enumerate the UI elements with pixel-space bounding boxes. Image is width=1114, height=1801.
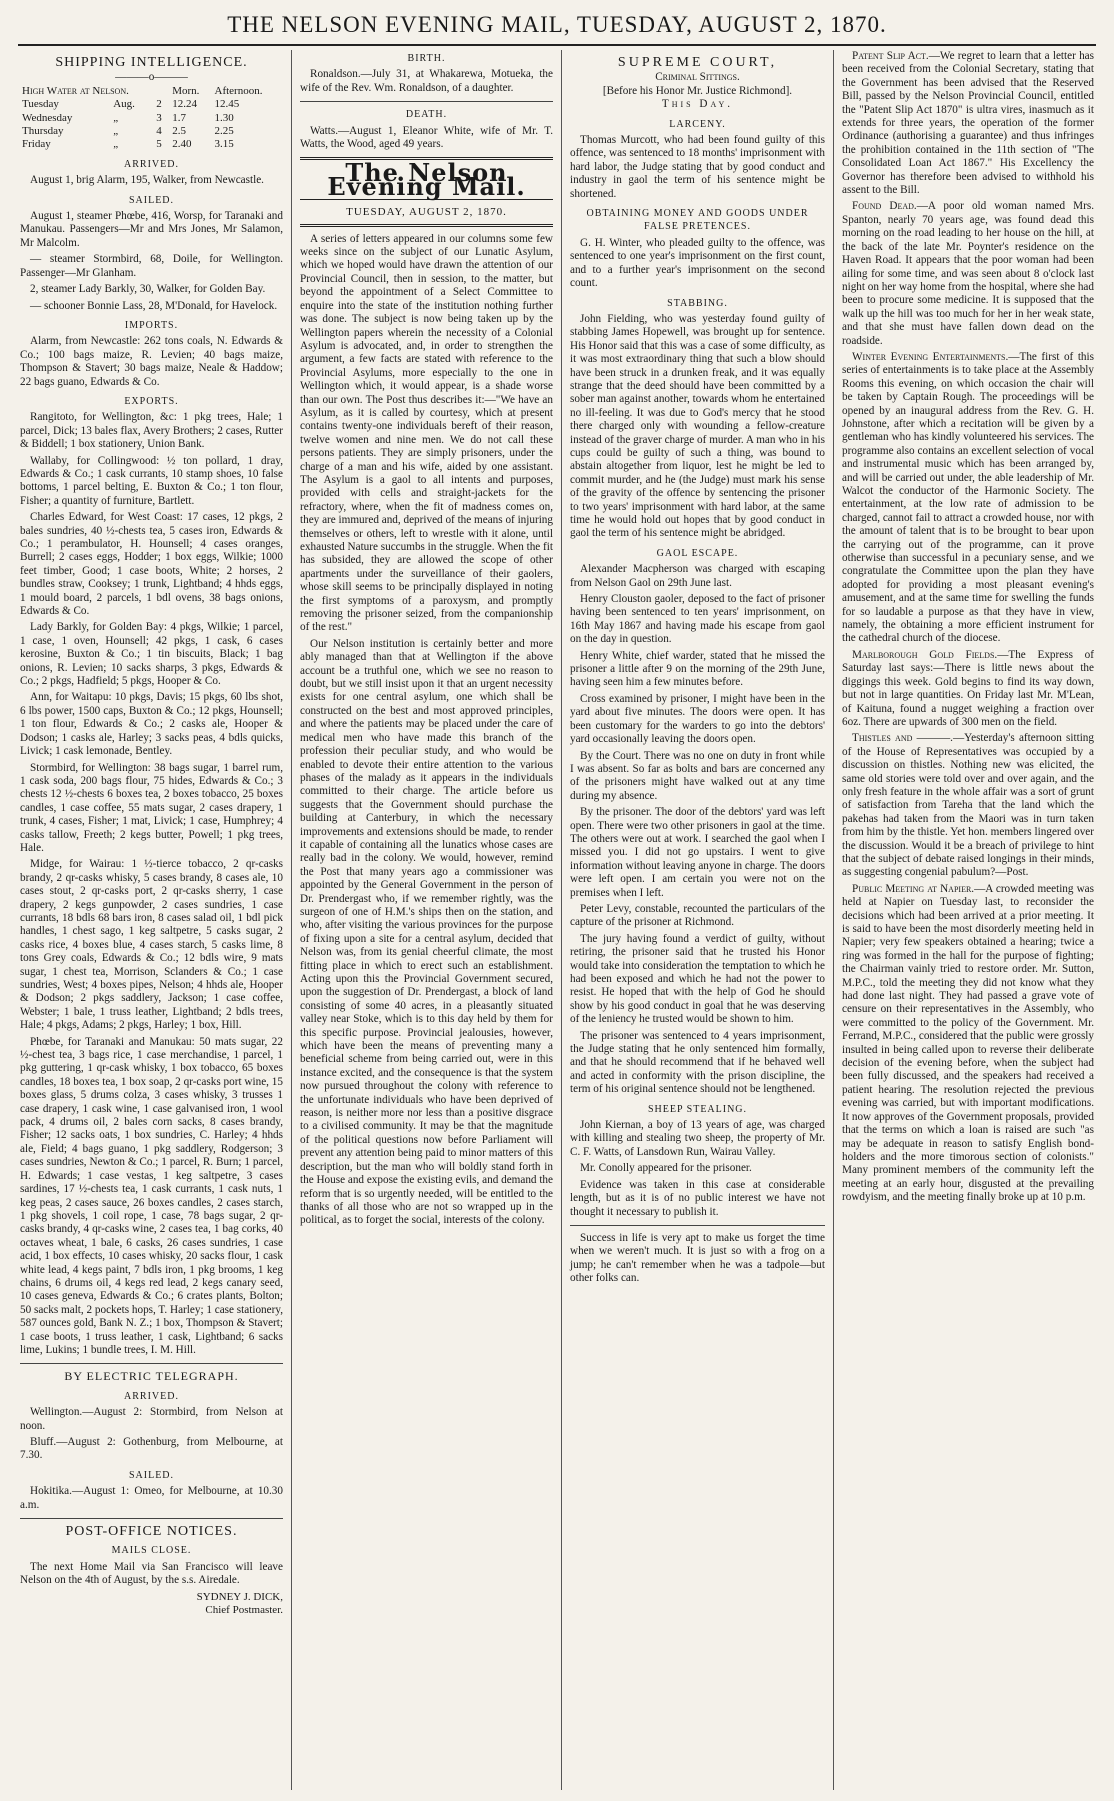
news-paragraph <box>842 732 1094 879</box>
sailed-list <box>20 210 283 313</box>
column-news <box>833 50 1096 1790</box>
sheep-paragraph: John Kiernan, a boy of 13 years of age, was charged with killing and stealing two sheep, the property of Mr. C. F. Watts, of Lansdown Run, Wairau Valley. <box>570 1119 825 1158</box>
arrived-heading: ARRIVED. <box>124 158 179 170</box>
tide-morn: 2.5 <box>172 125 186 138</box>
divider <box>20 1363 283 1364</box>
news-body: —A crowded meeting was held at Napier on Tuesday last, to reconsider the decisions which had been arrived at a prior meeting. It is said to have been the most disorderly meeting held in Napier; very few speakers obtained a hearing; twice a ring was formed in the hall for the purpose of fighting; the Chairman vainly tried to restore order. Mr. Sutton, M.P.C., told the meeting they did not know what they had done last night. They had passed a grave vote of censure on their representatives in the Assembly, who were committed to the policy of the Government. Mr. Ferrand, M.P.C., considered that the public were grossly insulted in being called upon to reverse their deliberate decision of the evening before, when the subject had been fully discussed, and the speakers had received a patient hearing. The resolution rejected the previous evening was carried, but with important modifications. It now approves of the Government proposals, provided that the terms on which a loan is raised are such "as may be adequate in reason to satisfy English bond-holders and the more timorous section of colonists." Many prominent members of the community left the meeting at an early hour, disgusted at the prevailing rowdyism, and the meeting finally broke up at 10 p.m. <box>842 882 1094 1204</box>
news-paragraph <box>842 50 1094 197</box>
tide-day: Wednesday <box>22 111 73 124</box>
tide-day: Tuesday <box>22 98 59 111</box>
telegraph-title: BY ELECTRIC TELEGRAPH. <box>64 1369 239 1384</box>
birth-text: Ronaldson.—July 31, at Whakarewa, Motueka, the wife of the Rev. Wm. Ronaldson, of a daughter. <box>300 68 553 94</box>
news-body: —Yesterday's afternoon sitting of the House of Representatives was occupied by a discussion on thistles. Nothing new was elicited, the same old stories were told over and over again, and the only fresh feature in the whole affair was a sort of grunt of satisfaction from Tareha that the land which the pakehas had taken from the Maori was in turn taken from him by the thistle. Yet hon. members lingered over the discussion. Would it be a breach of privilege to hint that the subject of debate raised longings in their minds, as suggesting congenial pabulum?—Post. <box>842 732 1094 879</box>
exports-list <box>20 411 283 1357</box>
tide-morn: 12.24 <box>172 98 197 111</box>
escape-list <box>570 563 825 1096</box>
export-item: Ann, for Waitapu: 10 pkgs, Davis; 15 pkgs, 60 lbs shot, 6 lbs power, 1500 caps, Buxton & Co.; 12 pkgs, Hounsell; 1 ton flour, Edwards & Co.; 2 casks ale, Hooper & Dodson; 1 casks ale, Harley; 3 sacks peas, 4 bdls quicks, Livick; 1 cask lemonade, Bentley. <box>20 691 283 758</box>
tel-arrived-heading: ARRIVED. <box>124 1390 179 1402</box>
news-lead: Marlborough Gold Fields. <box>852 648 998 661</box>
stabbing-text: John Fielding, who was yesterday found guilty of stabbing James Hopewell, was brought up for sentence. His Honor said that this was a case of some difficulty, as it was most extraordinary thing that such a blow should have been struck in a drunken freak, and it was equally strange that the deed should have been committed by a sober man against another, towards whom he entertained no ill-feeling. It was due to God's mercy that he stood there charged only with wounding a fellow-creature instead of the graver charge of murder. A man who in his cups could be guilty of such a thing, was bound to abstain altogether from liquor, lest he might be led to commit murder, and he (the Judge) must mark his sense of the gravity of the offence by sentencing the prisoner to two years' imprisonment with hard labor, at the same time he would hold out hopes that by good conduct in gaol the term of his sentence might be abridged. <box>570 312 825 540</box>
signature-name: SYDNEY J. DICK, <box>196 1590 283 1603</box>
divider <box>20 1518 283 1519</box>
stabbing-heading: STABBING. <box>667 297 728 309</box>
sailed-item: 2, steamer Lady Barkly, 30, Walker, for Golden Bay. <box>30 283 266 296</box>
escape-paragraph: The jury having found a verdict of guilty, without retiring, the prisoner said that he trusted his Honor would take into consideration the temptation to which he had been exposed and which he had not the power to resist. He hoped that with the help of God he should show by his good conduct in goal that he was deserving of the leniency he trusted would be shown to him. <box>570 932 825 1026</box>
telegraph-item: Wellington.—August 2: Stormbird, from Nelson at noon. <box>20 1406 283 1432</box>
signature-title: Chief Postmaster. <box>205 1604 283 1617</box>
tide-date: 4 <box>156 125 162 138</box>
court-title: SUPREME COURT, <box>617 55 778 70</box>
masthead: THE NELSON EVENING MAIL, TUESDAY, AUGUST 2, 1870. <box>18 8 1096 46</box>
court-before: [Before his Honor Mr. Justice Richmond]. <box>602 84 793 97</box>
death-text: Watts.—August 1, Eleanor White, wife of Mr. T. Watts, the Wood, aged 49 years. <box>300 124 553 151</box>
tide-month: Aug. <box>113 98 135 111</box>
tide-date: 5 <box>156 138 162 151</box>
escape-paragraph: Cross examined by prisoner, I might have been in the yard about five minutes. The doors were open. It has been customary for the warders to go into the debtors' yard occasionally leaving the doors open. <box>570 692 825 746</box>
tide-row <box>20 125 283 138</box>
tide-day: Thursday <box>22 125 64 138</box>
columns <box>18 50 1096 1790</box>
tide-label: High Water at Nelson. <box>22 84 129 97</box>
sailed-heading: SAILED. <box>128 194 175 206</box>
divider <box>300 101 553 102</box>
export-item: Stormbird, for Wellington: 38 bags sugar, 1 barrel rum, 1 cask soda, 200 bags flour, 75 hides, Edwards & Co.; 3 chests 12 ½-chests 6 boxes tea, 2 boxes tobacco, 25 boxes candles, 1 case coffee, 55 mats sugar, 2 cases drapery, 1 trunk, 4 cases, Fisher; 1 mat, Livick; 1 case, Humphrey; 4 casks tallow, Freeth; 2 kegs butter, Powell; 1 pkg trees, Hale. <box>20 761 283 854</box>
tide-month: „ <box>113 125 119 138</box>
escape-paragraph: The prisoner was sentenced to 4 years imprisonment, the Judge stating that he only sentenced him formally, and that he should recommend that if he behaved well and acted in conformity with the prison discipline, the term of his original sentence should not be lengthened. <box>570 1029 825 1096</box>
tide-row <box>20 98 283 111</box>
column-shipping <box>18 50 291 1790</box>
telegraph-item: Bluff.—August 2: Gothenburg, from Melbourne, at 7.30. <box>20 1436 283 1462</box>
news-lead: Winter Evening Entertainments. <box>852 350 1009 363</box>
export-item: Phœbe, for Taranaki and Manukau: 50 mats sugar, 22 ½-chest tea, 3 bags rice, 1 case merchandise, 1 parcel, 1 pkg guttering, 1 qr-cask whisky, 1 box tobacco, 65 boxes candles, 18 boxes tea, 1 box soap, 2 qr-casks port wine, 15 boxes glass, 5 drums colza, 3 cases whisky, 3 trusses 1 case drapery, 1 cask wine, 1 case galvanised iron, 1 wool pack, 4 drums oil, 2 bales corn sacks, 8 cases brandy, Fisher; 12 sacks oats, 1 box sundries, C. Harley; 4 hhds ale, Field; 4 bags guano, 1 pkg saddlery, Rodgerson; 3 cases sundries, Newton & Co.; 1 parcel, R. Burn; 1 parcel, H. Edwards; 1 case vestas, 1 keg saltpetre, 3 cases sardines, 17 ½-chests tea, 1 cask currants, 1 cask nuts, 1 keg peas, 2 cases sauce, 26 boxes candles, 2 cases starch, 1 pkg shovels, 1 coil rope, 1 case, 78 bags sugar, 2 qr-casks brandy, 4 qr-casks wine, 2 cases tea, 1 bag corks, 40 octaves wheat, 1 bale, 6 casks, 26 cases sundries, 1 case acid, 1 box effects, 10 cases whisky, 20 sacks flour, 1 cask white lead, 4 kegs paint, 7 bdls iron, 1 pkg brooms, 1 keg chains, 6 drums oil, 4 kegs red lead, 2 kegs canary seed, 10 cases geneva, Edwards & Co.; 6 crates plants, Bolton; 50 sacks malt, 2 pockets hops, T. Harley; 1 case stationery, 587 ounces gold, Bank N. Z.; 1 box, Thompson & Stavert; 1 case boots, 1 truss leather, 1 cask, Lightband; 6 sacks lime, Lukins; 1 bundle trees, I. M. Hill. <box>20 1035 283 1356</box>
news-body: —The first of this series of entertainments is to take place at the Assembly Rooms this evening, on which occasion the chair will be taken by Captain Rough. The proceedings will be opened by an inaugural address from the Rev. G. H. Johnstone, after which a recitation will be given by a gentleman who has kindly volunteered his services. The programme also contains an excellent selection of vocal and instrumental music which has been arranged by, and will be carried out under, the able leadership of Mr. Walcot the conductor of the Harmonic Society. The entertainment, at the low rate of admission to be charged, cannot fail to attract a crowded house, nor with the amount of talent that is to be brought to bear upon the carrying out of the programme, can it prove otherwise than successful in a pecuniary sense, and we congratulate the Committee upon the plan they have adopted for providing a most pleasant evening's amusement, and at the same time for swelling the funds for so laudable a purpose as that they have in view, namely, the obtaining a more efficient instrument for the cathedral church of the diocese. <box>842 350 1094 645</box>
tide-morn: 1.7 <box>172 111 186 124</box>
tide-date: 2 <box>156 98 162 111</box>
editorial <box>300 233 553 1228</box>
news-list <box>842 50 1094 1205</box>
news-lead: Thistles and ———. <box>852 732 953 745</box>
sheep-paragraph: Mr. Conolly appeared for the prisoner. <box>580 1162 752 1175</box>
tide-month: „ <box>113 138 119 151</box>
death-heading: DEATH. <box>405 109 448 121</box>
export-item: Rangitoto, for Wellington, &c: 1 pkg trees, Hale; 1 parcel, Dick; 13 bales flax, Avery Brothers; 2 cases, Rutter & Biddell; 1 box stationery, Union Bank. <box>20 411 283 451</box>
tide-aft-head: Afternoon. <box>214 84 263 97</box>
news-paragraph <box>842 200 1094 347</box>
tide-aft: 1.30 <box>214 111 234 124</box>
editorial-paragraph: Our Nelson institution is certainly better and more ably managed than that at Wellington if the above account be a truthful one, which we see no reason to doubt, but we still insist upon it that an urgent necessity exists for one central asylum, one which shall be constructed on the best and most approved principles, and where the patients may be placed under the care of medical men who have made this branch of the profession their peculiar study, and who would be enabled to devote their entire attention to the various phases of the malady as it appears in the individuals committed to their charge. The article before us suggests that the Government should purchase the building at Canterbury, in which the necessary improvements and extensions should be made, to render it capable of containing all the lunatics whose cases are really bad in the colony. We would, however, remind the Post that many years ago a commissioner was appointed by the General Government in the person of Dr. Prendergast who, if we remember rightly, was the surgeon of one of H.M.'s ships then on the station, and who, after visiting the various provinces for the purpose of fixing upon a site for a central asylum, decided that Nelson was, from its genial cheerful climate, the most fitting place in which to erect such an establishment. Acting upon this the Provincial Government secured, upon the suggestion of Dr. Prendergast, a block of land consisting of some 40 acres, in a pleasantly situated valley near Stoke, which is to this day held by them for this specific purpose. Provincial jealousies, however, which have been the means of preventing many a beneficial scheme from being carried out, were in this instance excited, and the consequence is that the system now pursued throughout the colony with reference to the unfortunate individuals who have been deprived of reason, is neither more nor less than a positive disgrace to a civilised community. It may be that the magnitude of the political questions now before Parliament will prevent any attention being paid to minor matters of this description, but the man who will boldly stand forth in the House and expose the existing evils, and demand the reform that is so urgently needed, will be entitled to the thanks of all those who are not so wrapped up in the political, as to forget the social, interests of the colony. <box>300 637 553 1227</box>
larceny-text: Thomas Murcott, who had been found guilty of this offence, was sentenced to 18 months' imprisonment with hard labor, the Judge stating that by good conduct and industry in gaol the term of his sentence might be shortened. <box>570 134 825 200</box>
export-item: Charles Edward, for West Coast: 17 cases, 12 pkgs, 2 bales sundries, 40 ½-chests tea, 5 cases iron, Edwards & Co.; 1 perambulator, H. Hounsell; 4 cases oranges, Burrell; 2 cases eggs, Hodder; 1 box eggs, Wilkie; 1000 feet timber, Good; 1 case boots, White; 2 horses, 2 bundles straw, Cooksey; 1 trunk, Lightband; 4 hhds eggs, 1 mould board, 2 parcels, 1 bdl ovens, 38 bags onions, Edwards & Co. <box>20 511 283 618</box>
birth-heading: BIRTH. <box>407 53 446 64</box>
tide-day: Friday <box>22 138 51 151</box>
tel-sailed-heading: SAILED. <box>128 1469 175 1481</box>
tide-morn: 2.40 <box>172 138 192 151</box>
column-court <box>561 50 833 1790</box>
sailed-item: — steamer Stormbird, 68, Doile, for Wellington. Passenger—Mr Glanham. <box>20 253 283 279</box>
imports-heading: IMPORTS. <box>124 319 179 331</box>
post-title: POST-OFFICE NOTICES. <box>65 1524 238 1540</box>
editorial-paragraph: A series of letters appeared in our columns some few weeks since on the subject of our Lunatic Asylum, which we hoped would have drawn the attention of our Provincial Council, then in session, to the matter, but beyond the appointment of a Select Committee to enquire into the state of the institution nothing further was done. The subject is now being taken up by the Wellington papers wherein the necessity of a Colonial Asylum is advocated, and, in order to strengthen the argument, a few facts are stated with reference to the Provincial Asylums, more especially to the one in Wellington which, it would appear, is a shade worse than our own. The Post thus describes it:—"We have an Asylum, as it is called by courtesy, which at present contains twenty-one individuals bereft of their reason, twelve women and nine men. We do not call these persons patients. They are simply prisoners, under the charge of a man and his wife, aided by one assistant. The Asylum is a gaol to all intents and purposes, provided with cells and straight-jackets for the refractory, where, when the fit of madness comes on, they are immured and, deprived of the means of injuring themselves or others, left to wrestle with it alone, until exhausted Nature succumbs in the struggle. When the fit has subsided, they are allowed the scope of other apartments under the surveillance of their gaolers, whose skill seems to be principally displayed in noting the first symptoms of a paroxysm, and promptly removing the prisoner seized, from the companionship of the rest." <box>300 232 553 634</box>
escape-paragraph: By the prisoner. The door of the debtors' yard was left open. There were two other prisoners in gaol at the time. The others were out at work. I searched the gaol when I missed you. I did not go upstairs. I went to give information without leaving anyone in charge. The doors were left open. I am certain you were not on the premises when I left. <box>570 806 825 899</box>
sailed-item: August 1, steamer Phœbe, 416, Worsp, for Taranaki and Manukau. Passengers—Mr and Mrs Jones, Mr Salamon, Mr Malcolm. <box>20 210 283 249</box>
sailed-item: — schooner Bonnie Lass, 28, M'Donald, for Havelock. <box>30 299 278 312</box>
escape-paragraph: Peter Levy, constable, recounted the particulars of the capture of the prisoner at Richmond. <box>570 902 825 929</box>
success-text: Success in life is very apt to make us forget the time when we weren't much. It is just so with a frog on a jump; he can't remember when he was a tadpole—but other folks can. <box>570 1231 825 1285</box>
larceny-heading: LARCENY. <box>669 118 726 130</box>
tide-aft: 12.45 <box>214 98 240 111</box>
escape-paragraph: By the Court. There was no one on duty in front while I was absent. So far as bolts and bars are concerned any of the prisoners might have walked out at any time during my absence. <box>570 749 825 802</box>
tel-arrived-list <box>20 1406 283 1463</box>
shipping-title: SHIPPING INTELLIGENCE. <box>55 55 248 70</box>
export-item: Wallaby, for Collingwood: ½ ton pollard, 1 dray, Edwards & Co.; 1 cask currants, 10 stamp shoes, 10 false bottoms, 1 parcel belting, E. Buxton & Co.; 1 ton flour, Fisher; a quantity of furniture, Bartlett. <box>20 454 283 507</box>
news-paragraph <box>842 649 1094 729</box>
mails-heading: MAILS CLOSE. <box>111 1545 192 1557</box>
news-body: —The Express of Saturday last says:—There is little news about the diggings this week. Gold begins to find its way down, but not in large quantities. On Friday last Mr. M'Lean, of Kaituna, found a nugget weighing a fraction over 6oz. There are upwards of 300 men on the field. <box>842 648 1094 728</box>
news-paragraph <box>842 351 1094 646</box>
mails-text: The next Home Mail via San Francisco will leave Nelson on the 4th of August, by the s.s. Airedale. <box>20 1560 283 1587</box>
tide-date: 3 <box>156 111 162 124</box>
news-lead: Patent Slip Act. <box>852 50 929 62</box>
column-editorial <box>291 50 561 1790</box>
obtaining-text: G. H. Winter, who pleaded guilty to the offence, was sentenced to one year's imprisonment on the first count, and to a further year's imprisonment on the second count. <box>570 236 825 290</box>
tide-morn-head: Morn. <box>172 84 200 97</box>
tide-aft: 2.25 <box>214 125 234 138</box>
escape-heading: GAOL ESCAPE. <box>656 547 739 559</box>
news-body: —We regret to learn that a letter has been received from the Colonial Secretary, stating that the Government has been advised that the Reserved Bill, passed by the Nelson Provincial Council, entitled the "Patent Slip Act 1870" is ultra vires, inasmuch as it extends for three years, the operation of the former Ordinance (authorising a guarantee) and thus infringes the prohibition contained in the 11th section of "The Consolidated Loan Act 1867." His Excellency the Governor has therefore been advised to withhold his assent to the Bill. <box>842 50 1094 197</box>
escape-paragraph: Henry Clouston gaoler, deposed to the fact of prisoner having been sentenced to ten years' imprisonment, on 16th May 1867 and having made his escape from gaol on the day in question. <box>570 593 825 646</box>
sheep-paragraph: Evidence was taken in this case at considerable length, but as it is of no public interest we have not thought it necessary to publish it. <box>570 1178 825 1218</box>
sheep-heading: SHEEP STEALING. <box>647 1103 748 1115</box>
imports-text: Alarm, from Newcastle: 262 tons coals, N. Edwards & Co.; 100 bags maize, R. Levien; 40 bags maize, Thompson & Stavert; 30 bags maize, Neale & Haddow; 22 bags guano, Edwards & Co. <box>20 335 283 388</box>
nameplate: The Nelson Evening Mail. <box>300 157 553 200</box>
tide-row <box>20 138 283 151</box>
escape-paragraph: Alexander Macpherson was charged with escaping from Nelson Gaol on 29th June last. <box>570 563 825 589</box>
exports-heading: EXPORTS. <box>124 395 179 407</box>
obtaining-heading: OBTAINING MONEY AND GOODS UNDER FALSE PRETENCES. <box>586 208 809 233</box>
ornament-divider: ———o——— <box>115 71 188 84</box>
divider <box>570 1225 825 1226</box>
escape-paragraph: Henry White, chief warder, stated that he missed the prisoner a little after 9 on the morning of the 29th June, having seen him a few minutes before. <box>570 649 825 689</box>
tide-header-row <box>20 85 283 98</box>
tide-table <box>20 85 283 152</box>
news-lead: Found Dead. <box>852 200 917 213</box>
export-item: Lady Barkly, for Golden Bay: 4 pkgs, Wilkie; 1 parcel, 1 case, 1 oven, Hounsell; 42 pkgs, 1 cask, 6 cases kerosine, Buxton & Co.; 1 tin biscuits, Black; 1 bag onions, R. Levien; 10 sacks sharps, 3 pkgs, Edwards & Co.; 2 pkgs, Hadfield; 5 pkgs, Hooper & Co. <box>20 621 283 688</box>
news-body: —A poor old woman named Mrs. Spanton, nearly 70 years age, was found dead this morning on the road leading to her house on the hill, at the back of the late Mr. Poynter's residence on the Haven Road. It appears that the poor woman had been ailing for some time, and was seen about 8 o'clock last night on her way home from the hospital, where she had been to procure some medicine. It is supposed that the walk up the hill was too much for her in her weak state, and that she must have fallen down dead on the roadside. <box>842 200 1094 347</box>
tide-month: „ <box>113 111 119 124</box>
court-subtitle: Criminal Sittings. <box>655 71 740 84</box>
sheep-list <box>570 1119 825 1219</box>
tide-aft: 3.15 <box>214 138 234 151</box>
tide-row <box>20 112 283 125</box>
news-paragraph <box>842 883 1094 1205</box>
news-lead: Public Meeting at Napier. <box>852 882 975 895</box>
export-item: Midge, for Wairau: 1 ½-tierce tobacco, 2 qr-casks brandy, 2 qr-casks whisky, 5 cases brandy, 8 cases ale, 10 cases stout, 2 qr-casks port, 2 qr-casks sherry, 1 case drapery, 2 kegs gunpowder, 2 cases sundries, 1 case currants, 18 bdls 68 bars iron, 8 cases salad oil, 1 bdl pick handles, 1 chest sago, 1 keg saltpetre, 5 casks sugar, 2 casks rice, 4 boxes blue, 4 cases starch, 5 casks lime, 8 tons Grey coals, Edwards & Co.; 12 bdls wire, 9 mats sugar, 1 chest tea, Morrison, Sclanders & Co.; 1 case sundries, West; 4 boxes pipes, Nelson; 4 hhds ale, Hooper & Dodson; 2 pkgs saddlery, Jackson; 1 case coffee, Webster; 1 bale, 1 truss leather, Lightband; 2 bdls trees, Hale; 4 pkgs, Adams; 2 pkgs, Harley; 1 box, Hill. <box>20 858 283 1032</box>
tel-sailed-text: Hokitika.—August 1: Omeo, for Melbourne, at 10.30 a.m. <box>20 1485 283 1511</box>
dateline: TUESDAY, AUGUST 2, 1870. <box>300 204 553 226</box>
arrived-text: August 1, brig Alarm, 195, Walker, from Newcastle. <box>30 174 264 187</box>
this-day: This Day. <box>661 98 734 111</box>
